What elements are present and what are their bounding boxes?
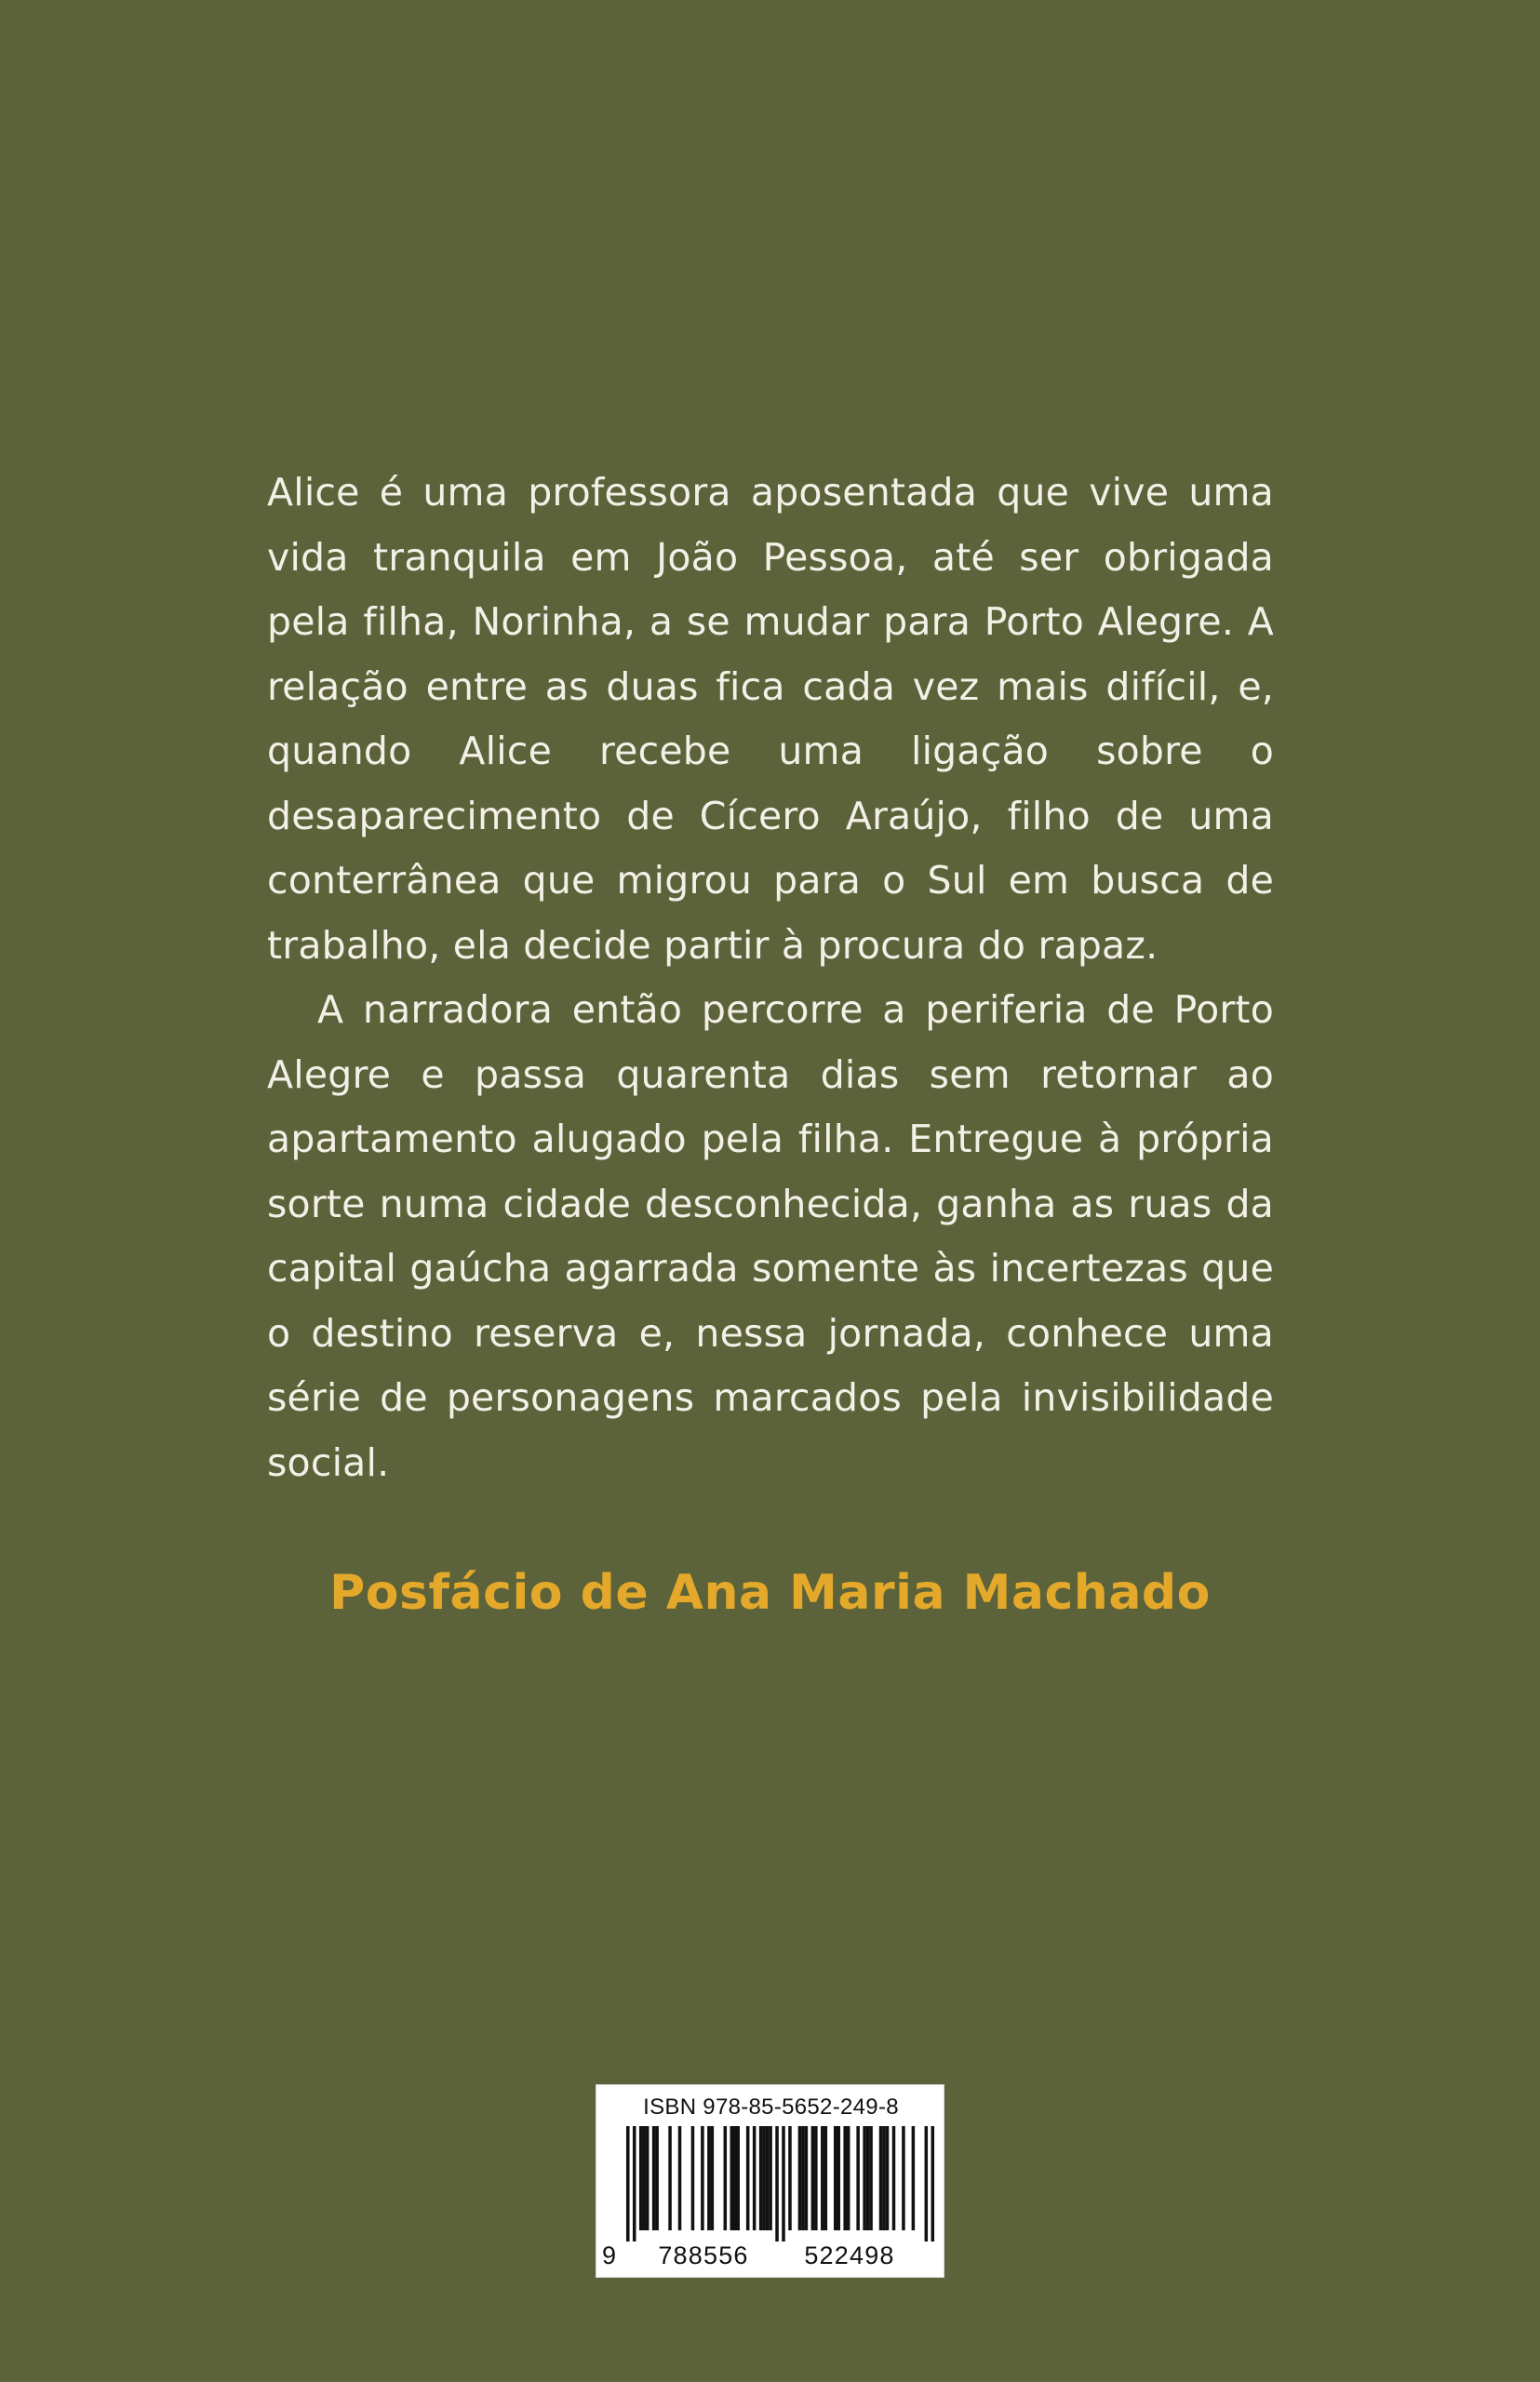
barcode-bar: [711, 2126, 715, 2230]
barcode-bar: [724, 2126, 728, 2230]
barcode-guard-bar: [626, 2126, 630, 2241]
barcode-bar: [902, 2126, 905, 2230]
barcode-bar: [863, 2126, 866, 2230]
barcode-bar: [886, 2126, 890, 2230]
barcode-bar: [642, 2126, 646, 2230]
barcode-bar: [879, 2126, 883, 2230]
barcode-guard-bar: [931, 2126, 935, 2241]
barcode-bar: [762, 2126, 766, 2230]
barcode-guard-bar: [775, 2126, 779, 2241]
isbn-barcode-label: [596, 2084, 944, 2278]
barcode-digit-group-left: 788556: [658, 2241, 749, 2269]
barcode-bar: [892, 2126, 896, 2230]
barcode-guard-bar: [633, 2126, 636, 2241]
barcode-bar: [847, 2126, 850, 2230]
barcode-bar: [821, 2126, 824, 2230]
synopsis-paragraph-1: Alice é uma professora aposentada que vive uma vida tranquila em João Pessoa, até ser obrigada pela filha, Norinha, a se mudar para Porto Alegre. A relação entre as duas fica cada vez mais difícil, e, quando Alice recebe uma ligação sobre o desaparecimento de Cícero Araújo, filho de uma conterrânea que migrou para o Sul em busca de trabalho, ela decide partir à procura do rapaz.: [267, 470, 1274, 968]
barcode-bar: [639, 2126, 643, 2230]
barcode-bar: [753, 2126, 757, 2230]
barcode-bar: [746, 2126, 750, 2230]
isbn-number: ISBN 978-85-5652-249-8: [643, 2094, 899, 2120]
barcode-guard-bar: [925, 2126, 929, 2241]
barcode-bar: [788, 2126, 792, 2230]
barcode-bar: [882, 2126, 886, 2230]
barcode-bar: [856, 2126, 860, 2230]
barcode-bar: [733, 2126, 737, 2230]
barcode-bar: [668, 2126, 672, 2230]
barcode-bar: [707, 2126, 711, 2230]
synopsis-paragraph-2: A narradora então percorre a periferia de Porto Alegre e passa quarenta dias sem retornar ao apartamento alugado pela filha. Entregue à própria sorte numa cidade desconhecida, ganha as ruas da capital gaúcha agarrada somente às incertezas que o destino reserva e, nessa jornada, conhece uma série de personagens marcados pela invisibilidade social.: [267, 987, 1274, 1485]
barcode-bar: [646, 2126, 649, 2230]
barcode-guard-bar: [782, 2126, 785, 2241]
barcode-bar: [730, 2126, 733, 2230]
barcode-bar: [701, 2126, 704, 2230]
barcode-bar: [824, 2126, 828, 2230]
barcode-bar: [814, 2126, 818, 2230]
barcode-bar: [837, 2126, 840, 2230]
barcode-bar: [866, 2126, 870, 2230]
barcode-bar: [759, 2126, 763, 2230]
synopsis: [267, 461, 1274, 1495]
barcode-digit-lead: 9: [602, 2241, 617, 2269]
barcode-bar: [769, 2126, 772, 2230]
barcode-bar: [652, 2126, 656, 2230]
barcode-bar: [736, 2126, 740, 2230]
barcode-digits: [596, 2241, 945, 2273]
barcode-bars: [596, 2126, 945, 2241]
barcode-bar: [801, 2126, 805, 2230]
barcode-bar: [811, 2126, 815, 2230]
barcode-bar: [834, 2126, 837, 2230]
barcode-bar: [843, 2126, 847, 2230]
afterword-credit: Posfácio de Ana Maria Machado: [329, 1565, 1211, 1621]
barcode-bar: [798, 2126, 802, 2230]
barcode-bar: [869, 2126, 873, 2230]
barcode-bar: [805, 2126, 809, 2230]
barcode-bar: [691, 2126, 695, 2230]
barcode-digit-group-right: 522498: [804, 2241, 895, 2269]
barcode-bar: [655, 2126, 659, 2230]
barcode-bar: [678, 2126, 682, 2230]
barcode-bar: [912, 2126, 916, 2230]
barcode-bar: [766, 2126, 770, 2230]
